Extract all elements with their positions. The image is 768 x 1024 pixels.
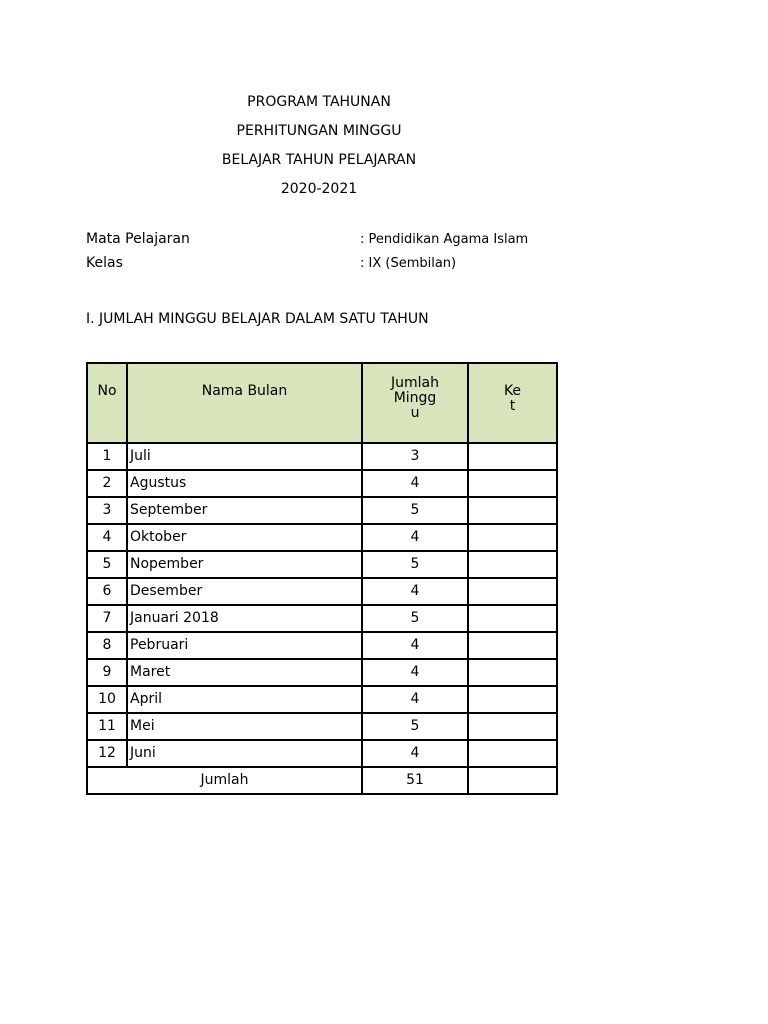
- title-line-2: PERHITUNGAN MINGGU: [236, 123, 402, 139]
- row-weeks: 4: [362, 686, 468, 713]
- table-row: [87, 524, 557, 551]
- table-header-row: [87, 363, 557, 443]
- table-row: [87, 470, 557, 497]
- subject-value: : Pendidikan Agama Islam: [360, 232, 529, 247]
- row-month: Mei: [127, 713, 362, 740]
- row-month: September: [127, 497, 362, 524]
- subject-label: Mata Pelajaran: [86, 231, 190, 247]
- row-no: 12: [87, 740, 127, 767]
- row-weeks: 5: [362, 497, 468, 524]
- total-label: Jumlah: [87, 767, 362, 794]
- row-month: Juli: [127, 443, 362, 470]
- row-no: 7: [87, 605, 127, 632]
- class-value: : IX (Sembilan): [360, 256, 457, 271]
- row-no: 5: [87, 551, 127, 578]
- row-month: April: [127, 686, 362, 713]
- row-month: Oktober: [127, 524, 362, 551]
- table-row: [87, 443, 557, 470]
- title-line-3: BELAJAR TAHUN PELAJARAN: [221, 152, 417, 168]
- row-weeks: 4: [362, 632, 468, 659]
- row-note: [468, 470, 557, 497]
- row-weeks: 5: [362, 605, 468, 632]
- table-row: [87, 632, 557, 659]
- table-row: [87, 551, 557, 578]
- row-month: Maret: [127, 659, 362, 686]
- row-no: 1: [87, 443, 127, 470]
- table-row: [87, 686, 557, 713]
- row-weeks: 5: [362, 551, 468, 578]
- row-note: [468, 659, 557, 686]
- class-label: Kelas: [86, 255, 123, 271]
- row-no: 9: [87, 659, 127, 686]
- header-weeks: Jumlah Minggu: [362, 363, 468, 443]
- row-month: Juni: [127, 740, 362, 767]
- row-no: 3: [87, 497, 127, 524]
- row-note: [468, 578, 557, 605]
- row-weeks: 3: [362, 443, 468, 470]
- row-weeks: 4: [362, 740, 468, 767]
- header-no: No: [87, 363, 127, 443]
- row-weeks: 4: [362, 659, 468, 686]
- row-month: Agustus: [127, 470, 362, 497]
- table-row: [87, 659, 557, 686]
- row-no: 8: [87, 632, 127, 659]
- row-no: 10: [87, 686, 127, 713]
- row-no: 11: [87, 713, 127, 740]
- row-note: [468, 551, 557, 578]
- row-note: [468, 605, 557, 632]
- row-note: [468, 632, 557, 659]
- row-month: Desember: [127, 578, 362, 605]
- row-note: [468, 497, 557, 524]
- weeks-table: [86, 362, 558, 795]
- row-note: [468, 713, 557, 740]
- row-note: [468, 443, 557, 470]
- row-month: Pebruari: [127, 632, 362, 659]
- section-heading: I. JUMLAH MINGGU BELAJAR DALAM SATU TAHUN: [86, 311, 429, 327]
- title-line-1: PROGRAM TAHUNAN: [247, 94, 391, 110]
- row-note: [468, 740, 557, 767]
- table-row: [87, 713, 557, 740]
- row-weeks: 4: [362, 524, 468, 551]
- table-row: [87, 497, 557, 524]
- total-weeks: 51: [362, 767, 468, 794]
- total-row: [87, 767, 557, 794]
- header-note: Ket: [468, 363, 557, 443]
- row-note: [468, 524, 557, 551]
- title-line-4: 2020-2021: [280, 181, 358, 197]
- header-month: Nama Bulan: [127, 363, 362, 443]
- row-no: 2: [87, 470, 127, 497]
- row-note: [468, 686, 557, 713]
- row-no: 6: [87, 578, 127, 605]
- row-weeks: 5: [362, 713, 468, 740]
- row-no: 4: [87, 524, 127, 551]
- row-weeks: 4: [362, 578, 468, 605]
- row-month: Januari 2018: [127, 605, 362, 632]
- table-row: [87, 605, 557, 632]
- row-month: Nopember: [127, 551, 362, 578]
- table-row: [87, 578, 557, 605]
- table-row: [87, 740, 557, 767]
- total-note: [468, 767, 557, 794]
- row-weeks: 4: [362, 470, 468, 497]
